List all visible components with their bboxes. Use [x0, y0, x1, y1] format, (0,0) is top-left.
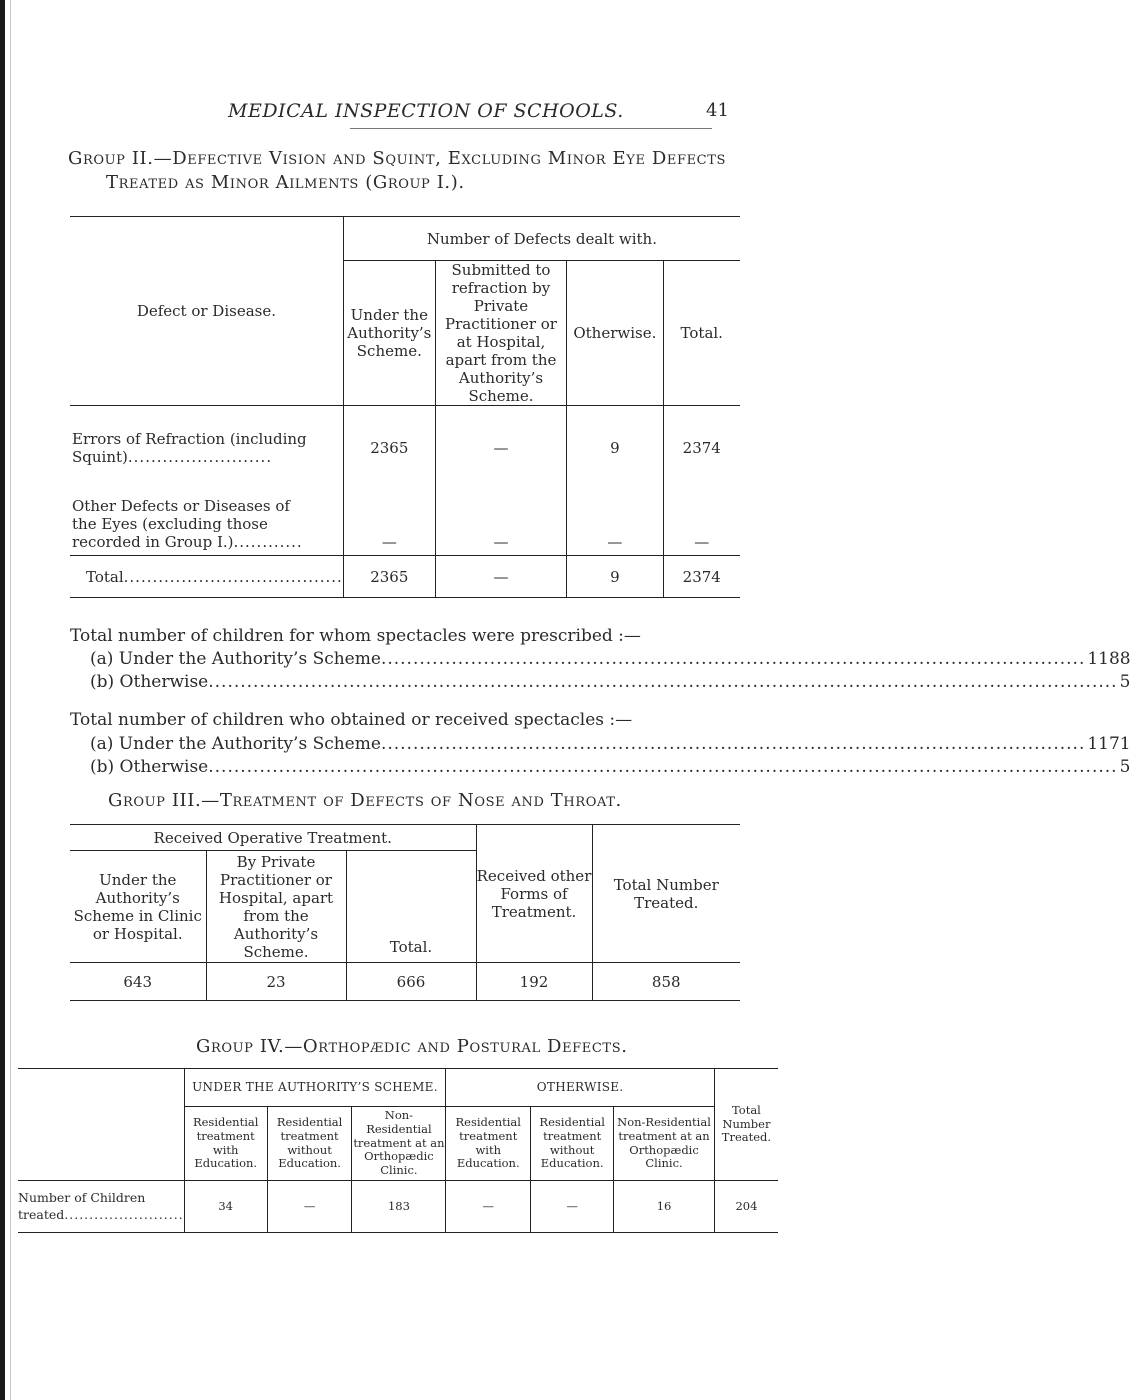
- row-label: Other Defects or Diseases of: [72, 497, 290, 515]
- cell-value: —: [446, 1181, 531, 1233]
- cell-value: 2374: [663, 556, 740, 598]
- sub-res-without-header: Residential treatment without Education.: [531, 1107, 614, 1181]
- group3-title: Group III.—Treatment of Defects of Nose and Throat.: [108, 790, 622, 811]
- obtained-item-b: [90, 757, 1131, 777]
- leader-dots: ..............................................................................................................: [380, 734, 1086, 754]
- header-rule: [350, 128, 712, 129]
- row-label: Errors of Refraction (including: [72, 429, 307, 448]
- cell-value: 2365: [343, 556, 435, 598]
- cell-value: 666: [346, 963, 476, 1001]
- item-value: 5: [1119, 672, 1131, 692]
- item-label: (b) Otherwise: [90, 672, 209, 692]
- row-label: Number of Children: [18, 1189, 146, 1205]
- leader-dots: ..............................................................................................................................................: [208, 672, 1118, 692]
- obtained-item-a: [90, 734, 1131, 754]
- leader-dots: ..............................................................................................................: [380, 649, 1086, 669]
- group2-title-line2: Treated as Minor Ailments (Group I.).: [106, 172, 465, 193]
- col-total-header: Total Number Treated.: [714, 1069, 778, 1181]
- item-label: (a) Under the Authority’s Scheme: [90, 649, 381, 669]
- col-authority-header: UNDER THE AUTHORITY’S SCHEME.: [184, 1069, 446, 1107]
- sub-res-with-header: Residential treatment with Education.: [446, 1107, 531, 1181]
- item-value: 1171: [1087, 734, 1131, 754]
- sub-res-without-header: Residential treatment without Education.: [267, 1107, 352, 1181]
- cell-value: —: [531, 1181, 614, 1233]
- leader-dots: ........................: [64, 1206, 184, 1222]
- cell-value: 183: [352, 1181, 446, 1233]
- group4-table: [18, 1068, 778, 1233]
- cell-value: 204: [714, 1181, 778, 1233]
- page-number: 41: [706, 100, 729, 121]
- row-label-cell: [18, 1181, 184, 1233]
- group4-title: Group IV.—Orthopædic and Postural Defects.: [196, 1036, 628, 1057]
- obtained-heading: Total number of children who obtained or received spectacles :—: [70, 710, 633, 730]
- binding-shadow: [10, 0, 11, 1400]
- total-row: [70, 556, 740, 598]
- prescribed-item-a: [90, 649, 1131, 669]
- row-label: Squint): [72, 447, 128, 466]
- cell-value: —: [267, 1181, 352, 1233]
- row-label: recorded in Group I.): [72, 533, 234, 551]
- binding-edge: [0, 0, 5, 1400]
- sub-nonres-header: Non-Residential treatment at an Orthopædic Clinic.: [614, 1107, 715, 1181]
- table-row: [18, 1181, 778, 1233]
- col-under-header: Under the Authority’s Scheme in Clinic or Hospital.: [70, 851, 206, 963]
- cell-value: 643: [70, 963, 206, 1001]
- item-value: 5: [1119, 757, 1131, 777]
- col-total-header: Total.: [663, 261, 740, 406]
- table-row: [70, 963, 740, 1001]
- cell-value: 16: [614, 1181, 715, 1233]
- item-label: (b) Otherwise: [90, 757, 209, 777]
- row-label: the Eyes (excluding those: [72, 515, 268, 533]
- cell-value: —: [435, 490, 566, 556]
- table-row: [70, 406, 740, 490]
- leader-dots: .........................: [127, 447, 273, 466]
- col-number-header: Number of Defects dealt with.: [343, 217, 740, 261]
- sub-nonres-header: Non-Residential treatment at an Orthopædic Clinic.: [352, 1107, 446, 1181]
- leader-dots: ..............................................................................................................................................: [208, 757, 1118, 777]
- leader-dots: ......................................: [123, 567, 343, 586]
- cell-value: 9: [567, 556, 663, 598]
- cell-value: 2365: [343, 406, 435, 490]
- col-otherwise-header: Otherwise.: [567, 261, 663, 406]
- col-under-header: Under the Authority’s Scheme.: [343, 261, 435, 406]
- leader-dots: ............: [233, 533, 303, 551]
- cell-value: —: [435, 556, 566, 598]
- cell-value: —: [663, 490, 740, 556]
- col-otherwise-header: OTHERWISE.: [446, 1069, 715, 1107]
- cell-value: 23: [206, 963, 346, 1001]
- row-label: treated: [18, 1206, 65, 1222]
- item-value: 1188: [1087, 649, 1131, 669]
- cell-value: 2374: [663, 406, 740, 490]
- row-header-blank: [18, 1069, 184, 1181]
- col-number-header: Total Number Treated.: [592, 825, 740, 963]
- cell-value: —: [343, 490, 435, 556]
- cell-value: 858: [592, 963, 740, 1001]
- running-title: MEDICAL INSPECTION OF SCHOOLS.: [228, 100, 624, 122]
- prescribed-item-b: [90, 672, 1131, 692]
- col-operative-header: Received Operative Treatment.: [70, 825, 476, 851]
- cell-value: 34: [184, 1181, 267, 1233]
- table-row: [70, 490, 740, 556]
- cell-value: —: [435, 406, 566, 490]
- col-submitted-header: Submitted to refraction by Private Practitioner or at Hospital, apart from the Authority’s Scheme.: [435, 261, 566, 406]
- prescribed-heading: Total number of children for whom spectacles were prescribed :—: [70, 626, 641, 646]
- group3-table: [70, 824, 740, 1001]
- total-label: Total: [86, 567, 124, 586]
- col-total-header: Total.: [346, 851, 476, 963]
- col-defect-header: Defect or Disease.: [70, 217, 343, 406]
- cell-value: 9: [567, 406, 663, 490]
- item-label: (a) Under the Authority’s Scheme: [90, 734, 381, 754]
- cell-value: —: [567, 490, 663, 556]
- col-other-header: Received other Forms of Treatment.: [476, 825, 592, 963]
- group2-title-line1: Group II.—Defective Vision and Squint, Excluding Minor Eye Defects: [68, 148, 727, 169]
- sub-res-with-header: Residential treatment with Education.: [184, 1107, 267, 1181]
- col-private-header: By Private Practitioner or Hospital, apart from the Authority’s Scheme.: [206, 851, 346, 963]
- cell-value: 192: [476, 963, 592, 1001]
- group2-table: [70, 216, 740, 598]
